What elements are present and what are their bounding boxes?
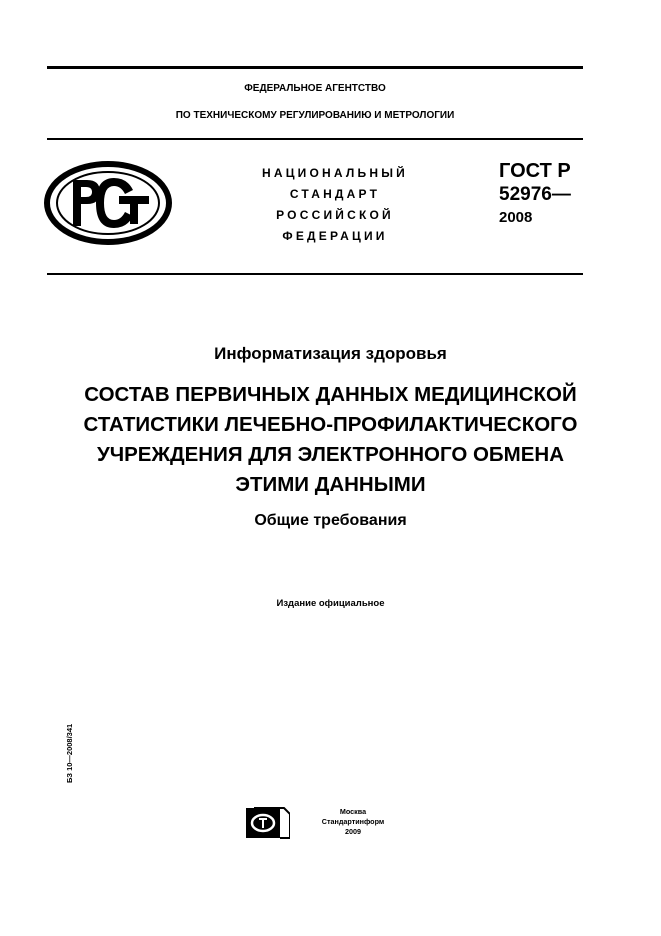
gost-year: 2008 — [499, 209, 533, 226]
edition-label: Издание официальное — [276, 598, 385, 609]
title-line-4: ЭТИМИ ДАННЫМИ — [235, 473, 426, 496]
national-line-4: ФЕДЕРАЦИИ — [282, 229, 388, 243]
standartinform-logo-icon — [246, 806, 290, 840]
publisher-year: 2009 — [345, 827, 361, 836]
title-line-2: СТАТИСТИКИ ЛЕЧЕБНО-ПРОФИЛАКТИЧЕСКОГО — [83, 413, 578, 436]
gost-number: 52976— — [499, 184, 571, 205]
top-rule — [47, 66, 583, 69]
title-line-3: УЧРЕЖДЕНИЯ ДЛЯ ЭЛЕКТРОННОГО ОБМЕНА — [96, 443, 565, 466]
side-code: БЗ 10—2008/341 — [65, 723, 74, 783]
document-subject: Информатизация здоровья — [214, 344, 447, 363]
publisher-name: Стандартинформ — [321, 817, 385, 826]
header-rule — [47, 138, 583, 140]
title-line-1: СОСТАВ ПЕРВИЧНЫХ ДАННЫХ МЕДИЦИНСКОЙ — [84, 383, 577, 406]
mid-rule — [47, 273, 583, 275]
national-line-2: СТАНДАРТ — [289, 187, 381, 201]
agency-line-1: ФЕДЕРАЛЬНОЕ АГЕНТСТВО — [244, 83, 386, 94]
rst-logo-icon — [43, 160, 173, 246]
document-subtitle: Общие требования — [254, 512, 407, 529]
gost-label: ГОСТ Р — [499, 160, 571, 182]
agency-line-2: ПО ТЕХНИЧЕСКОМУ РЕГУЛИРОВАНИЮ И МЕТРОЛОГИИ — [175, 110, 455, 121]
national-line-3: РОССИЙСКОЙ — [276, 208, 394, 222]
publisher-city: Москва — [339, 807, 367, 816]
national-line-1: НАЦИОНАЛЬНЫЙ — [261, 166, 409, 180]
